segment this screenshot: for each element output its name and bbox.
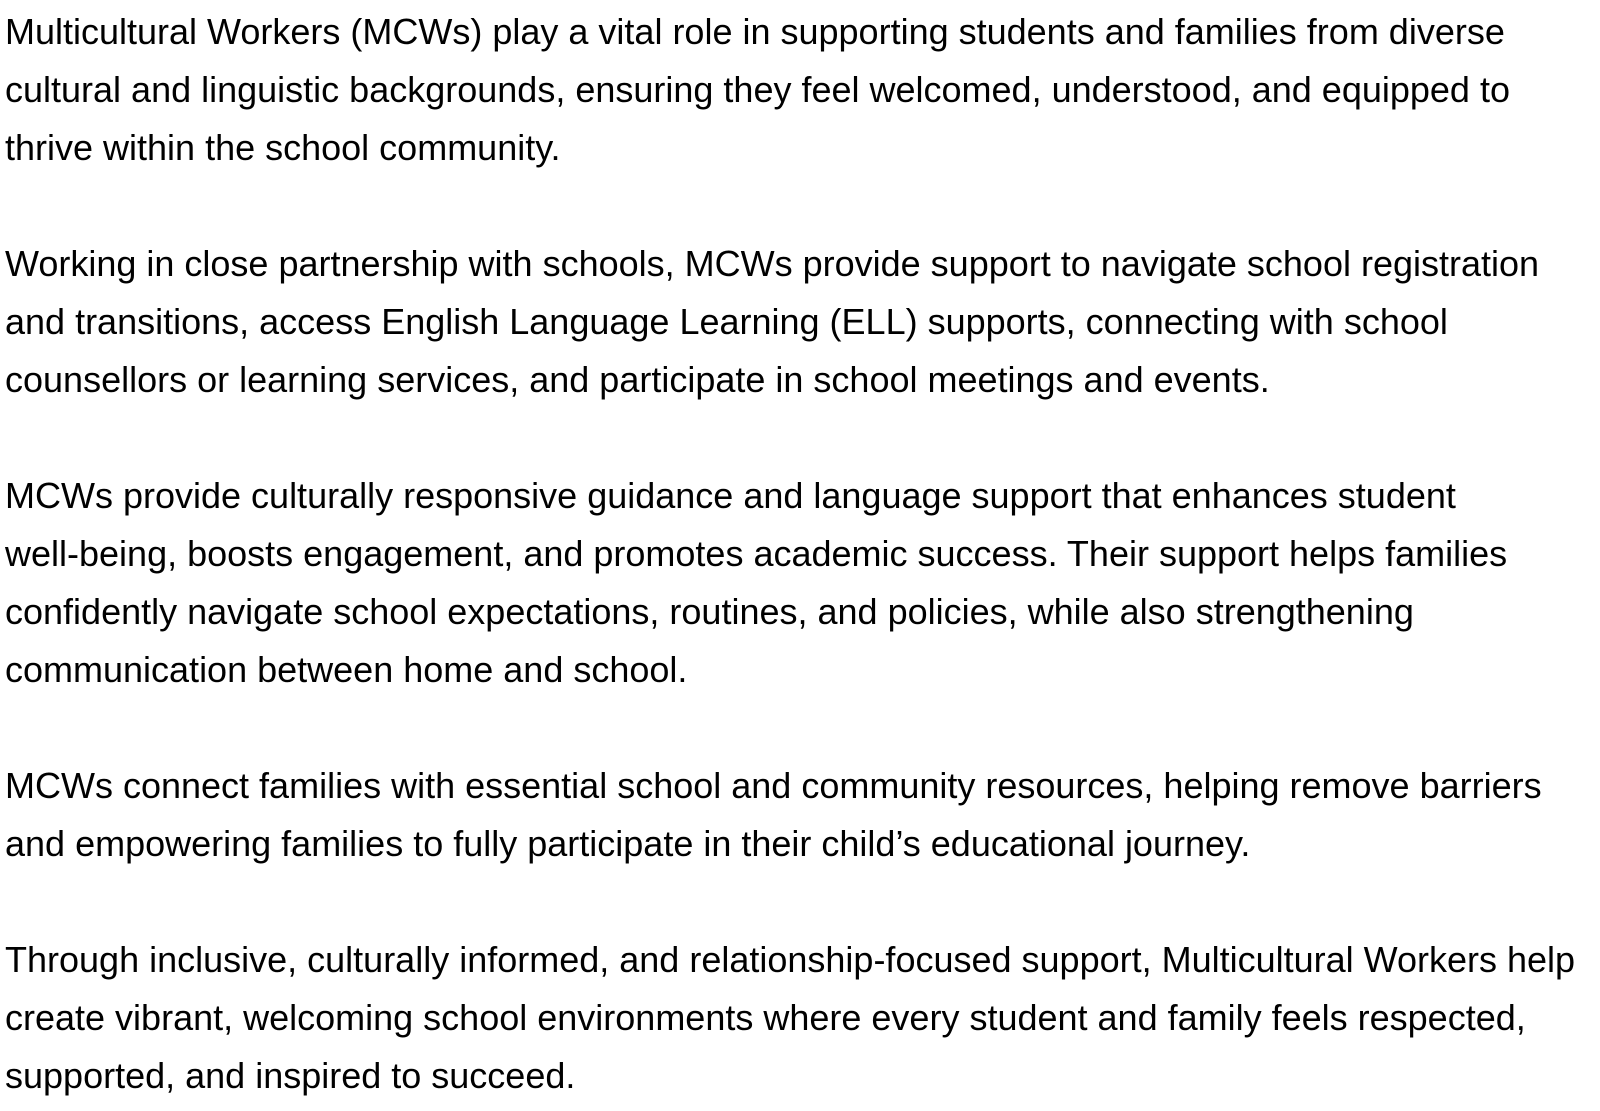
text-line: and empowering families to fully participate in their child’s educational journey.: [5, 823, 1251, 864]
text-line: thrive within the school community.: [5, 127, 561, 168]
text-line: communication between home and school.: [5, 649, 688, 690]
text-line: MCWs provide culturally responsive guidance and language support that enhances student: [5, 475, 1456, 516]
paragraph-conclusion: [5, 931, 1600, 1105]
paragraph-guidance: [5, 467, 1600, 699]
text-line: cultural and linguistic backgrounds, ensuring they feel welcomed, understood, and equipped to: [5, 69, 1510, 110]
text-line: Multicultural Workers (MCWs) play a vital role in supporting students and families from diverse: [5, 11, 1505, 52]
text-line: Through inclusive, culturally informed, and relationship-focused support, Multicultural Workers help: [5, 939, 1576, 980]
text-line: confidently navigate school expectations, routines, and policies, while also strengthening: [5, 591, 1414, 632]
paragraph-resources: [5, 757, 1600, 873]
text-line: Working in close partnership with schools, MCWs provide support to navigate school registration: [5, 243, 1540, 284]
text-line: MCWs connect families with essential school and community resources, helping remove barriers: [5, 765, 1542, 806]
text-line: counsellors or learning services, and participate in school meetings and events.: [5, 359, 1270, 400]
text-line: create vibrant, welcoming school environments where every student and family feels respected,: [5, 997, 1526, 1038]
text-line: and transitions, access English Language Learning (ELL) supports, connecting with school: [5, 301, 1448, 342]
text-line: well-being, boosts engagement, and promotes academic success. Their support helps families: [5, 533, 1508, 574]
paragraph-partnership: [5, 235, 1600, 409]
text-line: supported, and inspired to succeed.: [5, 1055, 576, 1096]
paragraph-intro: [5, 3, 1600, 177]
